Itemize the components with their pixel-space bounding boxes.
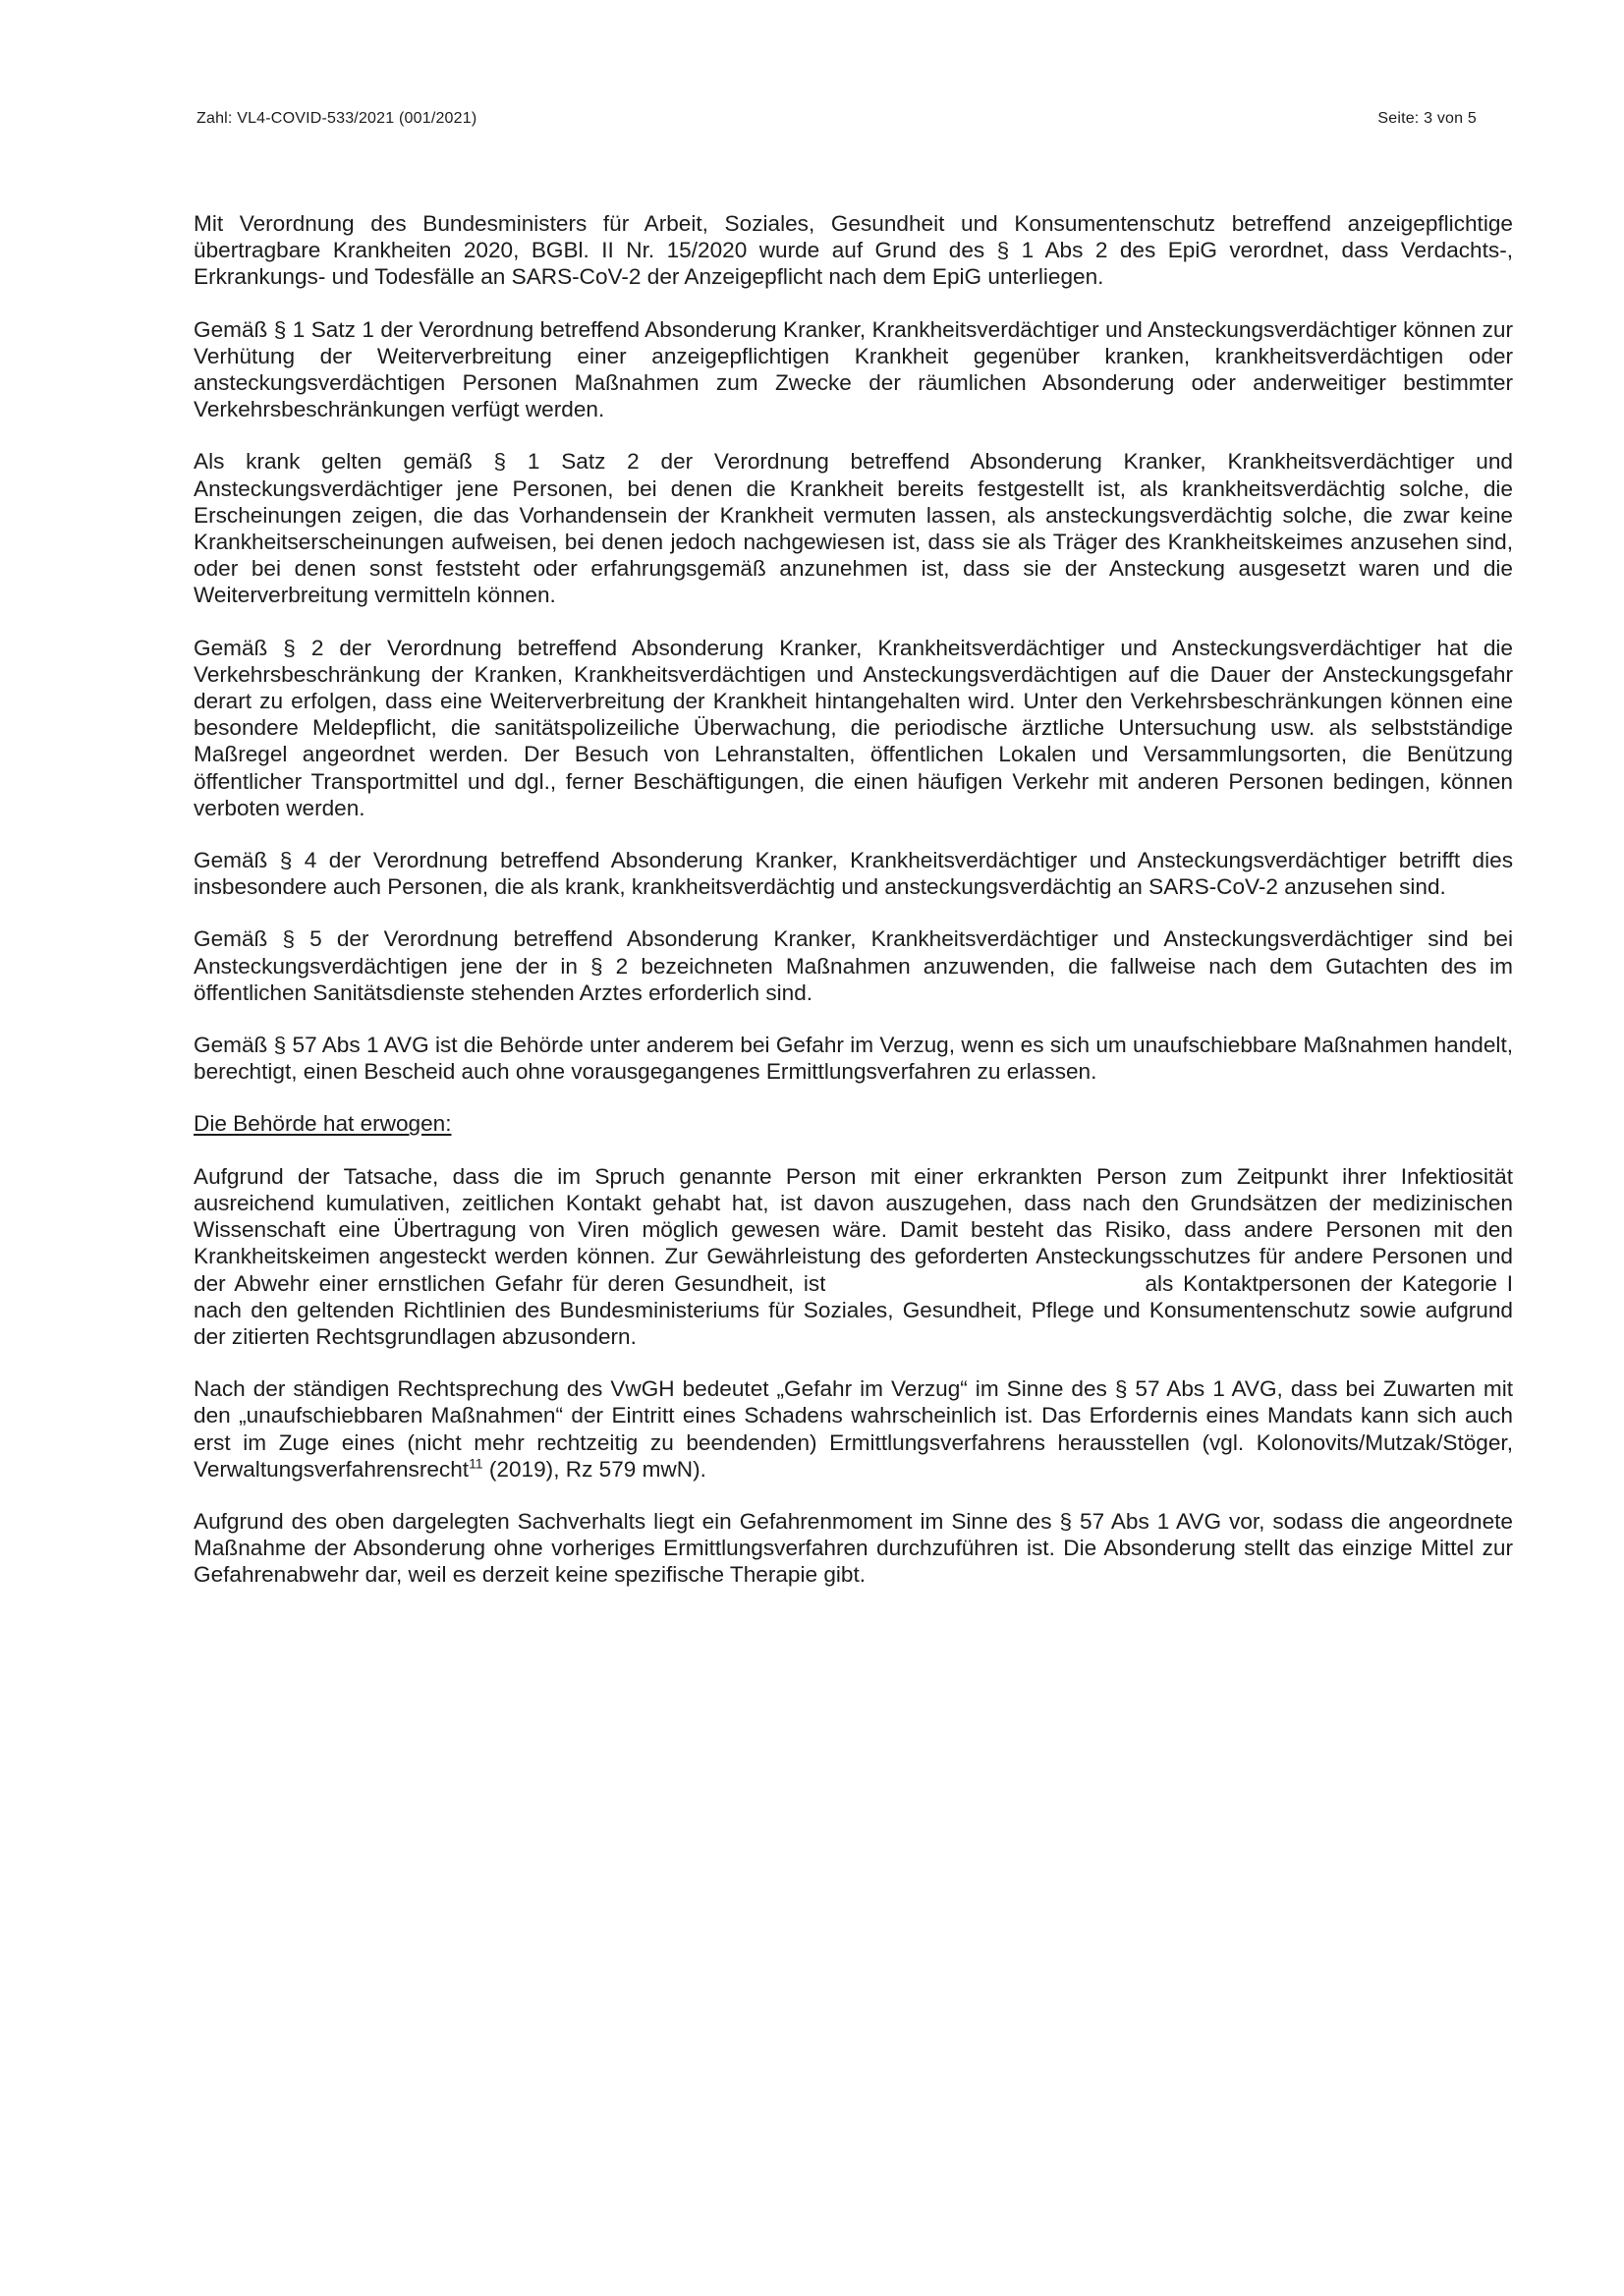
paragraph-anzeigepflicht: Mit Verordnung des Bundesministers für Arbeit, Soziales, Gesundheit und Konsumentenschutz betreffend anzeigepflichtige übertragbare Krankheiten 2020, BGBl. II Nr. 15/2020 wurde auf Grund des § 1 Abs 2 des EpiG verordnet, dass Verdachts-, Erkrankungs- und Todesfälle an SARS-CoV-2 der Anzeigepflicht nach dem EpiG unterliegen.	[194, 211, 1513, 290]
paragraph-para1-satz2: Als krank gelten gemäß § 1 Satz 2 der Verordnung betreffend Absonderung Kranker, Krankheitsverdächtiger und Ansteckungsverdächtiger jene Personen, bei denen die Krankheit bereits festgestellt ist, als krankheitsverdächtig solche, die Erscheinungen zeigen, die das Vorhandensein der Krankheit vermuten lassen, als ansteckungsverdächtig solche, die zwar keine Krankheitserscheinungen aufweisen, bei denen jedoch nachgewiesen ist, dass sie als Träger des Krankheitskeimes anzusehen sind, oder bei denen sonst feststeht oder erfahrungsgemäß anzunehmen ist, dass sie der Ansteckung ausgesetzt waren und die Weiterverbreitung vermitteln können.	[194, 449, 1513, 608]
page-header	[196, 110, 1477, 138]
paragraph-para2: Gemäß § 2 der Verordnung betreffend Absonderung Kranker, Krankheitsverdächtiger und Ansteckungsverdächtiger hat die Verkehrsbeschränkung der Kranken, Krankheitsverdächtigen und Ansteckungsverdächtigen auf die Dauer der Ansteckungsgefahr derart zu erfolgen, dass eine Weiterverbreitung der Krankheit hintangehalten wird. Unter den Verkehrsbeschränkungen können eine besondere Meldepflicht, die sanitätspolizeiliche Überwachung, die periodische ärztliche Untersuchung usw. als selbstständige Maßregel angeordnet werden. Der Besuch von Lehranstalten, öffentlichen Lokalen und Versammlungsorten, die Benützung öffentlicher Transportmittel und dgl., ferner Beschäftigungen, die einen häufigen Verkehr mit anderen Personen bedingen, können verboten werden.	[194, 635, 1513, 820]
document-reference-number: Zahl: VL4-COVID-533/2021 (001/2021)	[196, 110, 477, 127]
section-heading-erwaegungen: Die Behörde hat erwogen:	[194, 1111, 452, 1137]
paragraph-consideration-gefahrenmoment: Aufgrund des oben dargelegten Sachverhalts liegt ein Gefahrenmoment im Sinne des § 57 Abs 1 AVG vor, sodass die angeordnete Maßnahme der Absonderung ohne vorheriges Ermittlungsverfahren durchzuführen ist. Die Absonderung stellt das einzige Mittel zur Gefahrenabwehr dar, weil es derzeit keine spezifische Therapie gibt.	[194, 1508, 1513, 1588]
document-body	[194, 210, 1513, 1614]
paragraph-para1-satz1: Gemäß § 1 Satz 1 der Verordnung betreffend Absonderung Kranker, Krankheitsverdächtiger und Ansteckungsverdächtiger können zur Verhütung der Weiterverbreitung einer anzeigepflichtigen Krankheit gegenüber kranken, krankheitsverdächtigen oder ansteckungsverdächtigen Personen Maßnahmen zum Zwecke der räumlichen Absonderung oder anderweitiger bestimmter Verkehrsbeschränkungen verfügt werden.	[194, 316, 1513, 422]
paragraph-consideration-vwgh	[194, 1375, 1513, 1483]
paragraph-consideration-contact	[194, 1163, 1513, 1350]
paragraph-para4: Gemäß § 4 der Verordnung betreffend Absonderung Kranker, Krankheitsverdächtiger und Ansteckungsverdächtiger betrifft dies insbesondere auch Personen, die als krank, krankheitsverdächtig und ansteckungsverdächtig an SARS-CoV-2 anzusehen sind.	[194, 848, 1513, 900]
paragraph-avg-57: Gemäß § 57 Abs 1 AVG ist die Behörde unter anderem bei Gefahr im Verzug, wenn es sich um unaufschiebbare Maßnahmen handelt, berechtigt, einen Bescheid auch ohne vorausgegangenes Ermittlungsverfahren zu erlassen.	[194, 1033, 1513, 1085]
redacted-name	[825, 1270, 1145, 1293]
consideration-text-after-redaction: als Kontaktpersonen der Kategorie I nach den geltenden Richtlinien des Bundesministeriums für Soziales, Gesundheit, Pflege und Konsumentenschutz sowie aufgrund der zitierten Rechtsgrundlagen abzusondern.	[194, 1270, 1513, 1349]
page-number: Seite: 3 von 5	[1377, 110, 1477, 127]
edition-superscript: 11	[469, 1455, 483, 1472]
vwgh-text: Nach der ständigen Rechtsprechung des VwGH bedeutet „Gefahr im Verzug“ im Sinne des § 57 Abs 1 AVG, dass bei Zuwarten mit den „unaufschiebbaren Maßnahmen“ der Eintritt eines Schadens wahrscheinlich ist. Das Erfordernis eines Mandats kann sich auch erst im Zuge eines (nicht mehr rechtzeitig zu beendenden) Ermittlungsverfahrens herausstellen (vgl. Kolonovits/Mutzak/Stöger, Verwaltungsverfahrensrecht	[194, 1376, 1513, 1482]
consideration-text-before-redaction: Aufgrund der Tatsache, dass die im Spruch genannte Person mit einer erkrankten Person zum Zeitpunkt ihrer Infektiosität ausreichend kumulativen, zeitlichen Kontakt gehabt hat, ist davon auszugehen, dass nach den Grundsätzen der medizinischen Wissenschaft eine Übertragung von Viren möglich gewesen wäre. Damit besteht das Risiko, dass andere Personen mit den Krankheitskeimen angesteckt werden können. Zur Gewährleistung des geforderten Ansteckungsschutzes für andere Personen und der Abwehr einer ernstlichen Gefahr für deren Gesundheit, ist	[194, 1163, 1513, 1296]
vwgh-citation-tail: (2019), Rz 579 mwN).	[482, 1456, 706, 1482]
paragraph-para5: Gemäß § 5 der Verordnung betreffend Absonderung Kranker, Krankheitsverdächtiger und Ansteckungsverdächtiger sind bei Ansteckungsverdächtigen jene der in § 2 bezeichneten Maßnahmen anzuwenden, die fallweise nach dem Gutachten des im öffentlichen Sanitätsdienste stehenden Arztes erforderlich sind.	[194, 926, 1513, 1005]
